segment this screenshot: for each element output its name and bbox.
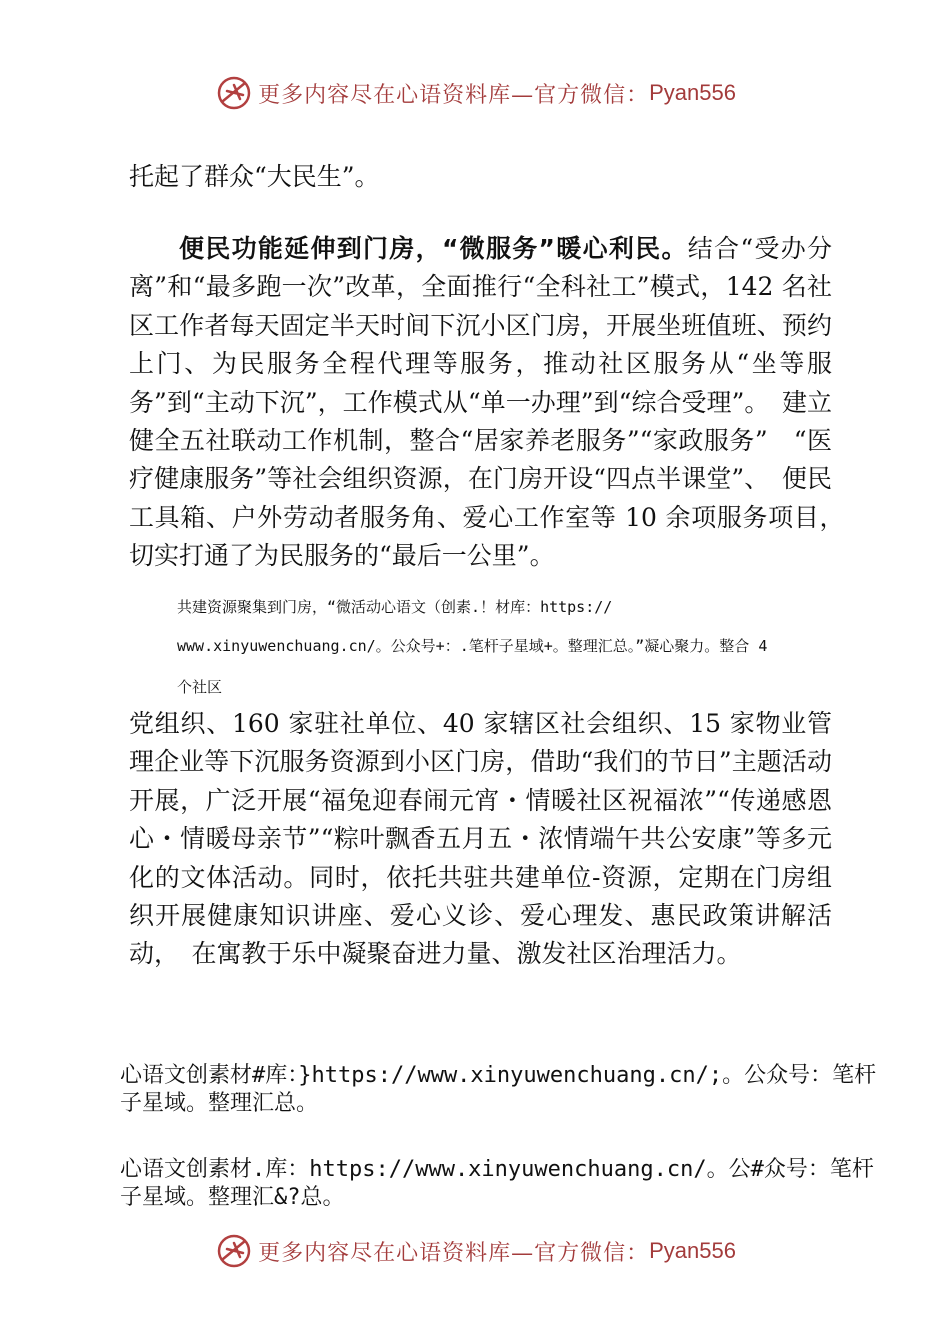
paragraph-2 [129, 230, 858, 576]
small-line-1: 共建资源聚集到门房，“微活动心语文（创素.！材库：https:// [177, 598, 613, 616]
footer-note-1: 心语文创素材#库：}https://www.xinyuwenchuang.cn/;。公众号：笔杆子星域。整理汇总。 [120, 1063, 877, 1116]
small-line-2: www.xinyuwenchuang.cn/。公众号+：.笔杆子星域+。整理汇总。”凝心聚力。整合 4 [177, 637, 768, 655]
brand-logo-icon [214, 73, 254, 113]
brand-logo-icon [214, 1231, 254, 1271]
watermark-wechat-id: Pyan556 [649, 1238, 736, 1263]
footer-watermark [0, 1228, 950, 1274]
paragraph-1: 托起了群众“大民生”。 [129, 162, 380, 191]
footer-note-2: 心语文创素材.库：https://www.xinyuwenchuang.cn/。公#众号：笔杆子星域。整理汇&?总。 [120, 1157, 874, 1210]
paragraph-2-body: 结合“受办分离”和“最多跑一次”改革，全面推行“全科社工”模式，142 名社区工作者每天固定半天时间下沉小区门房，开展坐班值班、预约上门、为民服务全程代理等服务，推动社区服务从“坐等服务”到“主动下沉”，工作模式从“单一办理”到“综合受理”。 建立健全五社联动工作机制，整合“居家养老服务”“家政服务” “医疗健康服务”等社会组织资源，在门房开设“四点半课堂”、 便民工具箱、户外劳动者服务角、爱心工作室等 10 余项服务项目， 切实打通了为民服务的“最后一公里”。 [129, 234, 858, 571]
watermark-wechat-id: Pyan556 [649, 80, 736, 105]
watermark-text: 更多内容尽在心语资料库—官方微信： [258, 82, 650, 108]
header-watermark [0, 70, 950, 116]
small-line-3: 个社区 [177, 678, 223, 696]
watermark-text: 更多内容尽在心语资料库—官方微信： [258, 1240, 650, 1266]
paragraph-2-heading: 便民功能延伸到门房，“微服务”暖心利民。 [179, 234, 688, 263]
paragraph-3: 党组织、160 家驻社单位、40 家辖区社会组织、15 家物业管理企业等下沉服务资源到小区门房，借助“我们的节日”主题活动开展，广泛开展“福兔迎春闹元宵・情暖社区祝福浓”“传递感恩心・情暖母亲节”“粽叶飘香五月五・浓情端午共公安康”等多元化的文体活动。同时，依托共驻共建单位-资源，定期在门房组织开展健康知识讲座、爱心义诊、爱心理发、惠民政策讲解活动， 在寓教于乐中凝聚奋进力量、激发社区治理活力。 [129, 709, 832, 969]
